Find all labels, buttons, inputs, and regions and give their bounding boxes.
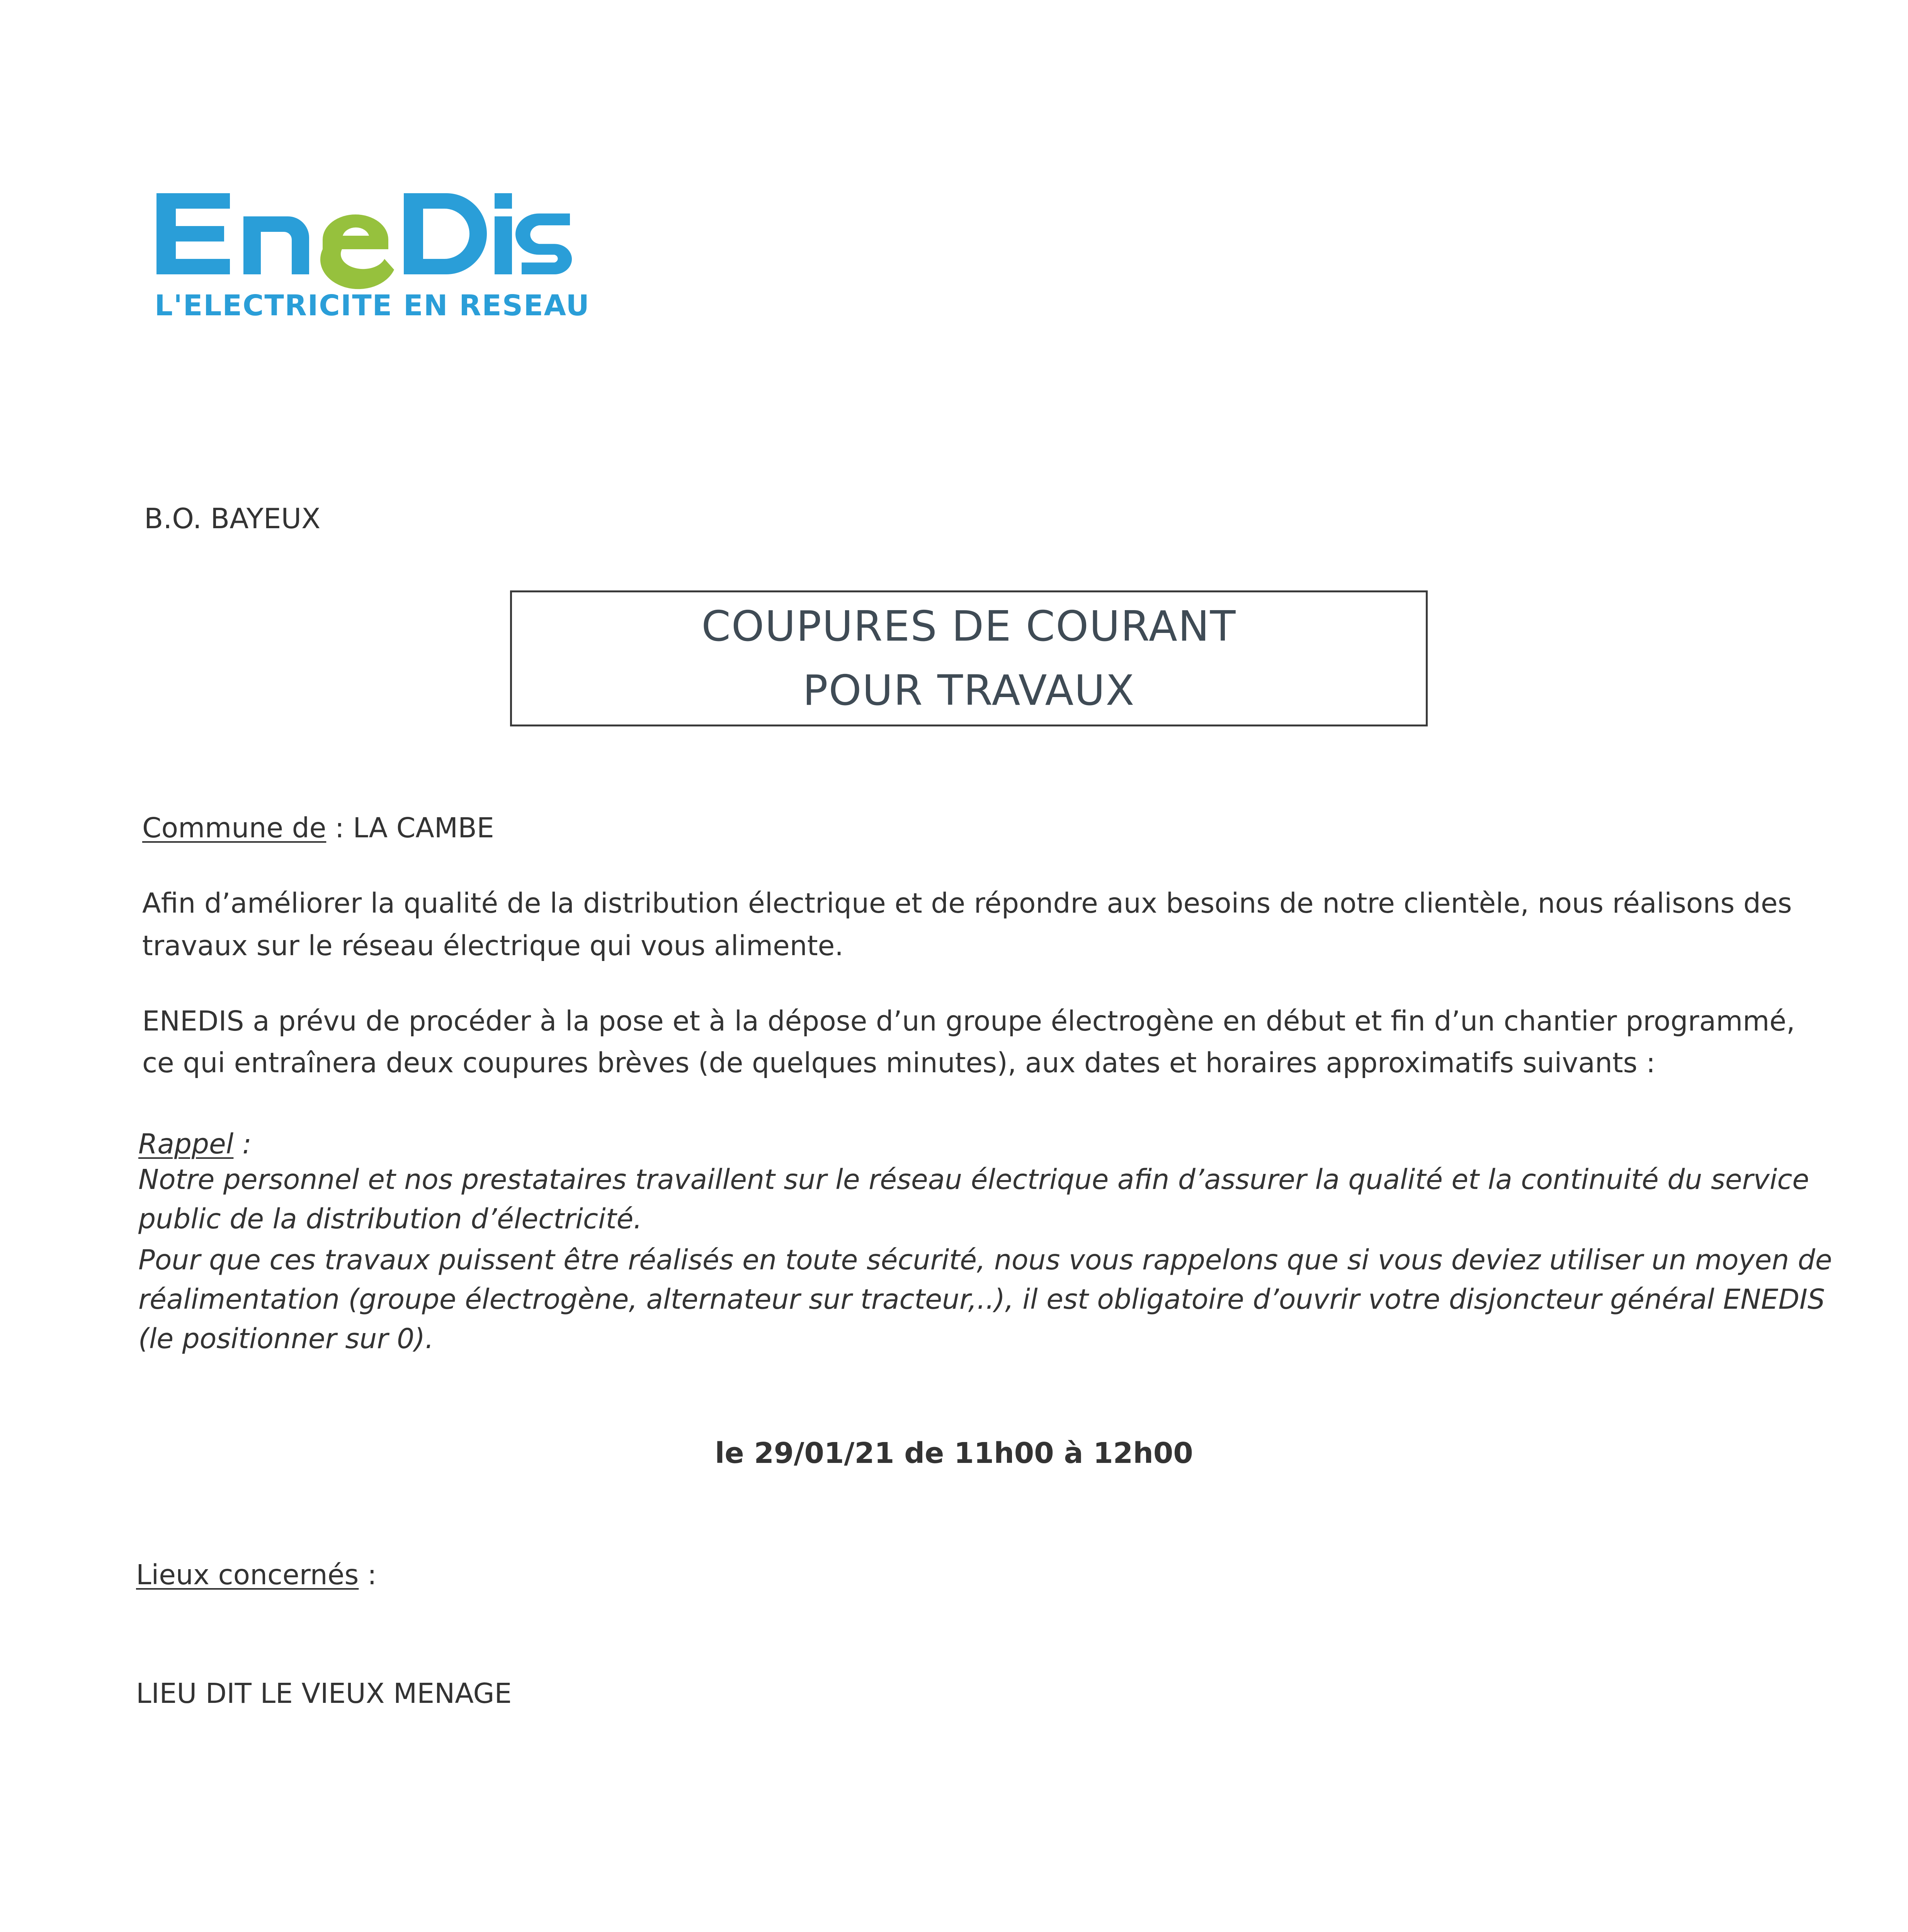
brand-tagline: L'ELECTRICITE EN RESEAU xyxy=(155,289,590,322)
rappel-line: Notre personnel et nos prestataires travaillent sur le réseau électrique afin d’assurer la qualité et la continuité du service xyxy=(138,1163,1809,1196)
office-name: B.O. BAYEUX xyxy=(144,502,321,535)
title-line-2: POUR TRAVAUX xyxy=(803,667,1135,715)
paragraph-2-line-1: ENEDIS a prévu de procéder à la pose et à la dépose d’un groupe électrogène en début et fin d’un chantier programmé, xyxy=(142,1005,1795,1037)
paragraph-1-line-1: Afin d’améliorer la qualité de la distribution électrique et de répondre aux besoins de notre clientèle, nous réalisons des xyxy=(142,887,1792,919)
outage-date: le 29/01/21 de 11h00 à 12h00 xyxy=(715,1437,1193,1470)
rappel-line: (le positionner sur 0). xyxy=(138,1323,434,1355)
lieux-label: Lieux concernés xyxy=(136,1559,359,1591)
lieux-colon: : xyxy=(359,1559,377,1591)
commune-value: : LA CAMBE xyxy=(326,812,494,844)
commune-label: Commune de xyxy=(142,812,327,844)
rappel-label: Rappel xyxy=(138,1128,234,1160)
lieux-heading xyxy=(136,1558,377,1591)
rappel-line: public de la distribution d’électricité. xyxy=(138,1203,642,1235)
title-box xyxy=(510,590,1428,726)
rappel-line: Pour que ces travaux puissent être réalisés en toute sécurité, nous vous rappelons que si vous deviez utiliser un moyen de xyxy=(138,1244,1832,1276)
paragraph-2-line-2: ce qui entraînera deux coupures brèves (de quelques minutes), aux dates et horaires approximatifs suivants : xyxy=(142,1047,1656,1079)
commune-line xyxy=(142,811,494,844)
location-value: LIEU DIT LE VIEUX MENAGE xyxy=(136,1677,512,1709)
title-line-1: COUPURES DE COURANT xyxy=(701,602,1236,651)
rappel-heading xyxy=(138,1128,252,1160)
rappel-line: réalimentation (groupe électrogène, alternateur sur tracteur,..), il est obligatoire d’ouvrir votre disjoncteur général ENEDIS xyxy=(138,1283,1825,1315)
paragraph-1-line-2: travaux sur le réseau électrique qui vous alimente. xyxy=(142,930,843,962)
rappel-colon: : xyxy=(233,1128,252,1160)
